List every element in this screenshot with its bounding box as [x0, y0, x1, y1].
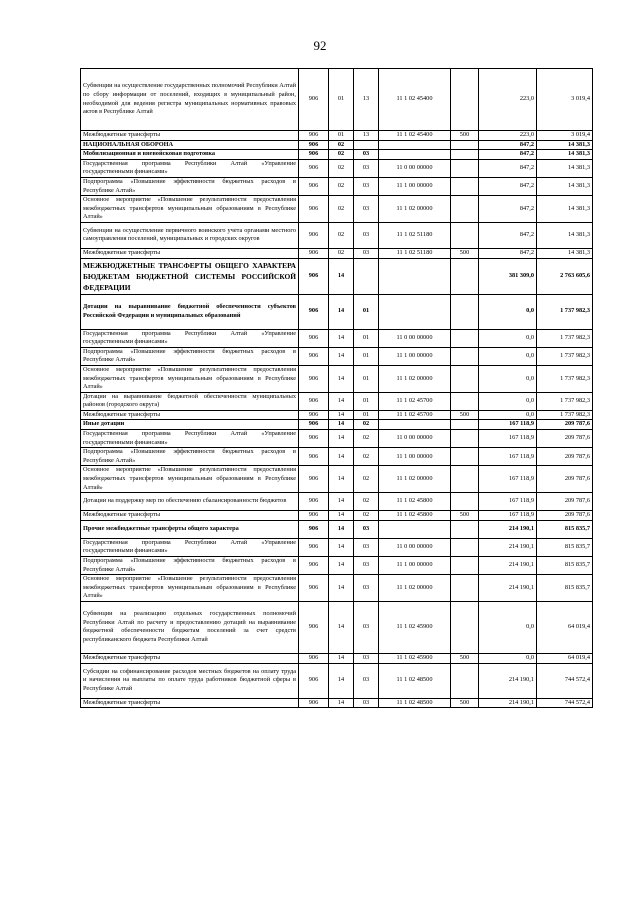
cell-ved: 906: [299, 258, 329, 294]
cell-rz: 14: [329, 365, 354, 392]
cell-sum-2: 815 835,7: [537, 557, 593, 575]
cell-sum-1: 847,2: [479, 177, 537, 195]
cell-sum-1: 223,0: [479, 69, 537, 131]
cell-vr: [451, 222, 479, 248]
cell-rz: 02: [329, 248, 354, 258]
cell-ved: 906: [299, 365, 329, 392]
cell-ved: 906: [299, 248, 329, 258]
cell-csr: 11 1 00 00000: [379, 177, 451, 195]
cell-sum-1: 0,0: [479, 392, 537, 410]
cell-csr: 11 1 02 51180: [379, 222, 451, 248]
cell-ved: 906: [299, 131, 329, 141]
table-row: [81, 131, 593, 141]
cell-ved: 906: [299, 653, 329, 663]
cell-sum-1: 847,2: [479, 196, 537, 223]
cell-sum-2: 209 787,6: [537, 511, 593, 521]
cell-rz: 14: [329, 466, 354, 493]
cell-rz: 14: [329, 493, 354, 511]
cell-rz: 02: [329, 222, 354, 248]
cell-rz: 01: [329, 69, 354, 131]
cell-pr: 03: [354, 520, 379, 538]
cell-rz: 14: [329, 448, 354, 466]
cell-rz: 14: [329, 520, 354, 538]
table-row: [81, 140, 593, 150]
cell-sum-2: 14 381,3: [537, 159, 593, 177]
cell-sum-1: 214 190,1: [479, 698, 537, 708]
cell-pr: 03: [354, 557, 379, 575]
cell-pr: 03: [354, 177, 379, 195]
cell-ved: 906: [299, 69, 329, 131]
cell-csr: 11 1 00 00000: [379, 347, 451, 365]
cell-sum-1: 0,0: [479, 294, 537, 329]
cell-ved: 906: [299, 663, 329, 698]
cell-csr: 11 1 02 00000: [379, 196, 451, 223]
cell-sum-1: 0,0: [479, 410, 537, 420]
cell-rz: 14: [329, 653, 354, 663]
table-row: [81, 150, 593, 160]
cell-name: Подпрограмма «Повышение эффективности бюджетных расходов в Республике Алтай»: [81, 347, 299, 365]
cell-sum-2: 209 787,6: [537, 448, 593, 466]
cell-vr: [451, 258, 479, 294]
cell-ved: 906: [299, 159, 329, 177]
cell-vr: 500: [451, 653, 479, 663]
cell-pr: 01: [354, 410, 379, 420]
cell-ved: 906: [299, 520, 329, 538]
cell-vr: [451, 365, 479, 392]
cell-name: Дотации на выравнивание бюджетной обеспеченности субъектов Российской Федерации и муниципальных образований: [81, 294, 299, 329]
table-row: [81, 294, 593, 329]
cell-csr: [379, 140, 451, 150]
table-row: [81, 520, 593, 538]
cell-rz: 14: [329, 663, 354, 698]
cell-name: Основное мероприятие «Повышение результативности предоставления межбюджетных трансфертов муниципальным образованиям в Республике Алтай»: [81, 365, 299, 392]
cell-name: МЕЖБЮДЖЕТНЫЕ ТРАНСФЕРТЫ ОБЩЕГО ХАРАКТЕРА БЮДЖЕТАМ БЮДЖЕТНОЙ СИСТЕМЫ РОССИЙСКОЙ ФЕДЕРАЦИИ: [81, 258, 299, 294]
cell-sum-1: 847,2: [479, 222, 537, 248]
cell-name: Межбюджетные трансферты: [81, 698, 299, 708]
cell-sum-2: 209 787,6: [537, 420, 593, 430]
table-row: [81, 392, 593, 410]
cell-pr: 03: [354, 222, 379, 248]
table-row: [81, 663, 593, 698]
cell-sum-2: 744 572,4: [537, 663, 593, 698]
cell-vr: [451, 150, 479, 160]
cell-pr: 01: [354, 329, 379, 347]
cell-sum-1: 847,2: [479, 159, 537, 177]
cell-csr: 11 0 00 00000: [379, 159, 451, 177]
cell-vr: 500: [451, 511, 479, 521]
cell-sum-2: 1 737 982,3: [537, 294, 593, 329]
cell-sum-1: 214 190,1: [479, 557, 537, 575]
cell-sum-1: 847,2: [479, 140, 537, 150]
cell-sum-2: 209 787,6: [537, 493, 593, 511]
cell-csr: 11 1 02 48500: [379, 663, 451, 698]
cell-sum-2: 1 737 982,3: [537, 410, 593, 420]
cell-vr: [451, 140, 479, 150]
cell-name: Государственная программа Республики Алтай «Управление государственными финансами»: [81, 538, 299, 556]
cell-name: Мобилизационная и вневойсковая подготовка: [81, 150, 299, 160]
cell-pr: 01: [354, 392, 379, 410]
cell-name: Субвенции на осуществление государственных полномочий Республики Алтай по сбору информации от поселений, входящих в муниципальный район, необходимой для ведения регистра муниципальных нормативных правовых актов в Республике Алтай: [81, 69, 299, 131]
cell-pr: 03: [354, 663, 379, 698]
cell-rz: 01: [329, 131, 354, 141]
cell-pr: 02: [354, 448, 379, 466]
cell-name: Государственная программа Республики Алтай «Управление государственными финансами»: [81, 329, 299, 347]
table-row: [81, 557, 593, 575]
cell-rz: 14: [329, 575, 354, 602]
cell-name: Подпрограмма «Повышение эффективности бюджетных расходов в Республике Алтай»: [81, 177, 299, 195]
cell-ved: 906: [299, 493, 329, 511]
cell-sum-1: 214 190,1: [479, 538, 537, 556]
cell-name: Межбюджетные трансферты: [81, 653, 299, 663]
cell-vr: [451, 557, 479, 575]
cell-pr: 02: [354, 511, 379, 521]
table-row: [81, 493, 593, 511]
cell-sum-2: 14 381,3: [537, 140, 593, 150]
cell-name: Подпрограмма «Повышение эффективности бюджетных расходов в Республике Алтай»: [81, 448, 299, 466]
cell-sum-1: 214 190,1: [479, 663, 537, 698]
cell-vr: [451, 493, 479, 511]
cell-sum-2: 815 835,7: [537, 575, 593, 602]
cell-rz: 14: [329, 557, 354, 575]
cell-ved: 906: [299, 347, 329, 365]
cell-csr: 11 1 02 45900: [379, 601, 451, 653]
cell-csr: 11 1 00 00000: [379, 557, 451, 575]
cell-name: Прочие межбюджетные трансферты общего характера: [81, 520, 299, 538]
cell-sum-1: 167 118,9: [479, 466, 537, 493]
cell-vr: [451, 448, 479, 466]
cell-csr: [379, 150, 451, 160]
cell-csr: 11 1 00 00000: [379, 448, 451, 466]
cell-name: Дотации на выравнивание бюджетной обеспеченности муниципальных районов (городского округа): [81, 392, 299, 410]
table-row: [81, 248, 593, 258]
cell-vr: 500: [451, 248, 479, 258]
cell-vr: [451, 159, 479, 177]
cell-name: Субсидии на софинансирование расходов местных бюджетов на оплату труда и начисления на выплаты по оплате труда работников бюджетной сферы в Республике Алтай: [81, 663, 299, 698]
cell-rz: 02: [329, 150, 354, 160]
cell-rz: 14: [329, 698, 354, 708]
cell-pr: [354, 140, 379, 150]
cell-csr: 11 1 02 00000: [379, 466, 451, 493]
cell-name: Государственная программа Республики Алтай «Управление государственными финансами»: [81, 430, 299, 448]
cell-csr: 11 1 02 00000: [379, 365, 451, 392]
cell-name: Межбюджетные трансферты: [81, 131, 299, 141]
cell-pr: 02: [354, 466, 379, 493]
cell-vr: 500: [451, 131, 479, 141]
cell-sum-2: 14 381,3: [537, 196, 593, 223]
cell-csr: 11 0 00 00000: [379, 430, 451, 448]
cell-sum-1: 167 118,9: [479, 511, 537, 521]
cell-sum-1: 223,0: [479, 131, 537, 141]
cell-csr: 11 1 02 45700: [379, 392, 451, 410]
table-row: [81, 177, 593, 195]
cell-sum-2: 1 737 982,3: [537, 365, 593, 392]
cell-pr: 03: [354, 150, 379, 160]
cell-ved: 906: [299, 410, 329, 420]
cell-sum-2: 64 019,4: [537, 601, 593, 653]
cell-rz: 14: [329, 258, 354, 294]
cell-csr: [379, 294, 451, 329]
cell-csr: 11 1 02 48500: [379, 698, 451, 708]
cell-vr: [451, 347, 479, 365]
cell-sum-1: 0,0: [479, 365, 537, 392]
cell-name: Иные дотации: [81, 420, 299, 430]
cell-sum-2: 1 737 982,3: [537, 329, 593, 347]
table-row: [81, 69, 593, 131]
cell-ved: 906: [299, 150, 329, 160]
cell-sum-2: 14 381,3: [537, 177, 593, 195]
cell-ved: 906: [299, 466, 329, 493]
cell-vr: [451, 177, 479, 195]
cell-sum-1: 167 118,9: [479, 420, 537, 430]
cell-rz: 14: [329, 430, 354, 448]
cell-pr: 01: [354, 347, 379, 365]
cell-name: Межбюджетные трансферты: [81, 410, 299, 420]
cell-csr: 11 1 02 00000: [379, 575, 451, 602]
cell-rz: 14: [329, 392, 354, 410]
cell-name: Основное мероприятие «Повышение результативности предоставления межбюджетных трансфертов муниципальным образованиям в Республике Алтай»: [81, 575, 299, 602]
cell-vr: [451, 329, 479, 347]
cell-name: Основное мероприятие «Повышение результативности предоставления межбюджетных трансфертов муниципальным образованиям в Республике Алтай»: [81, 466, 299, 493]
cell-pr: 02: [354, 420, 379, 430]
cell-ved: 906: [299, 448, 329, 466]
table-row: [81, 698, 593, 708]
cell-ved: 906: [299, 329, 329, 347]
table-row: [81, 347, 593, 365]
cell-ved: 906: [299, 140, 329, 150]
cell-pr: 03: [354, 538, 379, 556]
cell-sum-2: 2 763 605,6: [537, 258, 593, 294]
cell-sum-2: 64 019,4: [537, 653, 593, 663]
cell-name: Подпрограмма «Повышение эффективности бюджетных расходов в Республике Алтай»: [81, 557, 299, 575]
cell-ved: 906: [299, 575, 329, 602]
cell-sum-1: 847,2: [479, 150, 537, 160]
cell-vr: [451, 69, 479, 131]
cell-csr: 11 1 02 45800: [379, 493, 451, 511]
cell-pr: 03: [354, 159, 379, 177]
cell-ved: 906: [299, 698, 329, 708]
cell-pr: 03: [354, 248, 379, 258]
cell-name: Государственная программа Республики Алтай «Управление государственными финансами»: [81, 159, 299, 177]
cell-sum-2: 209 787,6: [537, 466, 593, 493]
cell-ved: 906: [299, 601, 329, 653]
table-row: [81, 466, 593, 493]
budget-table: [80, 68, 593, 708]
table-row: [81, 601, 593, 653]
cell-csr: [379, 420, 451, 430]
cell-rz: 14: [329, 511, 354, 521]
cell-name: Межбюджетные трансферты: [81, 511, 299, 521]
cell-pr: 13: [354, 131, 379, 141]
cell-csr: [379, 258, 451, 294]
cell-name: Межбюджетные трансферты: [81, 248, 299, 258]
cell-csr: 11 1 02 45400: [379, 131, 451, 141]
cell-csr: 11 1 02 45700: [379, 410, 451, 420]
cell-vr: [451, 196, 479, 223]
table-row: [81, 159, 593, 177]
table-row: [81, 196, 593, 223]
cell-csr: 11 0 00 00000: [379, 538, 451, 556]
cell-name: НАЦИОНАЛЬНАЯ ОБОРОНА: [81, 140, 299, 150]
cell-rz: 02: [329, 177, 354, 195]
cell-name: Дотации на поддержку мер по обеспечению сбалансированности бюджетов: [81, 493, 299, 511]
table-row: [81, 258, 593, 294]
cell-sum-2: 3 019,4: [537, 131, 593, 141]
cell-ved: 906: [299, 294, 329, 329]
cell-vr: 500: [451, 698, 479, 708]
cell-ved: 906: [299, 511, 329, 521]
cell-pr: 03: [354, 575, 379, 602]
cell-rz: 14: [329, 420, 354, 430]
cell-sum-1: 167 118,9: [479, 448, 537, 466]
cell-vr: [451, 575, 479, 602]
cell-sum-2: 209 787,6: [537, 430, 593, 448]
table-row: [81, 653, 593, 663]
table-row: [81, 365, 593, 392]
cell-sum-1: 0,0: [479, 329, 537, 347]
cell-vr: [451, 601, 479, 653]
cell-rz: 14: [329, 410, 354, 420]
cell-rz: 14: [329, 329, 354, 347]
cell-vr: [451, 430, 479, 448]
cell-rz: 14: [329, 294, 354, 329]
cell-rz: 14: [329, 347, 354, 365]
table-row: [81, 410, 593, 420]
table-row: [81, 511, 593, 521]
cell-pr: [354, 258, 379, 294]
cell-csr: 11 0 00 00000: [379, 329, 451, 347]
cell-csr: [379, 520, 451, 538]
cell-sum-1: 0,0: [479, 347, 537, 365]
table-row: [81, 420, 593, 430]
cell-rz: 02: [329, 196, 354, 223]
cell-sum-2: 815 835,7: [537, 520, 593, 538]
cell-rz: 02: [329, 140, 354, 150]
cell-name: Субвенции на осуществление первичного воинского учета органами местного самоуправления поселений, муниципальных и городских округов: [81, 222, 299, 248]
cell-pr: 03: [354, 698, 379, 708]
cell-vr: [451, 538, 479, 556]
cell-sum-2: 14 381,3: [537, 222, 593, 248]
cell-rz: 02: [329, 159, 354, 177]
table-row: [81, 448, 593, 466]
cell-rz: 14: [329, 538, 354, 556]
cell-sum-2: 14 381,3: [537, 150, 593, 160]
cell-sum-1: 0,0: [479, 653, 537, 663]
cell-vr: 500: [451, 410, 479, 420]
cell-sum-1: 214 190,1: [479, 575, 537, 602]
cell-pr: 03: [354, 196, 379, 223]
table-row: [81, 430, 593, 448]
page-number: 92: [313, 38, 327, 53]
cell-pr: 03: [354, 653, 379, 663]
cell-pr: 01: [354, 294, 379, 329]
cell-ved: 906: [299, 420, 329, 430]
cell-rz: 14: [329, 601, 354, 653]
cell-csr: 11 1 02 51180: [379, 248, 451, 258]
cell-vr: [451, 663, 479, 698]
cell-ved: 906: [299, 430, 329, 448]
cell-ved: 906: [299, 177, 329, 195]
cell-csr: 11 1 02 45400: [379, 69, 451, 131]
cell-vr: [451, 520, 479, 538]
cell-pr: 01: [354, 365, 379, 392]
cell-pr: 13: [354, 69, 379, 131]
cell-csr: 11 1 02 45800: [379, 511, 451, 521]
cell-vr: [451, 420, 479, 430]
cell-pr: 02: [354, 430, 379, 448]
cell-name: Основное мероприятие «Повышение результативности предоставления межбюджетных трансфертов муниципальным образованиям в Республике Алтай»: [81, 196, 299, 223]
cell-sum-1: 167 118,9: [479, 493, 537, 511]
cell-vr: [451, 466, 479, 493]
cell-ved: 906: [299, 222, 329, 248]
cell-sum-1: 381 309,0: [479, 258, 537, 294]
cell-sum-1: 214 190,1: [479, 520, 537, 538]
cell-ved: 906: [299, 392, 329, 410]
cell-sum-2: 1 737 982,3: [537, 347, 593, 365]
cell-sum-2: 1 737 982,3: [537, 392, 593, 410]
cell-pr: 03: [354, 601, 379, 653]
cell-vr: [451, 392, 479, 410]
cell-sum-2: 3 019,4: [537, 69, 593, 131]
cell-sum-1: 0,0: [479, 601, 537, 653]
cell-csr: 11 1 02 45900: [379, 653, 451, 663]
cell-ved: 906: [299, 538, 329, 556]
cell-sum-2: 744 572,4: [537, 698, 593, 708]
cell-ved: 906: [299, 557, 329, 575]
table-row: [81, 222, 593, 248]
cell-sum-1: 847,2: [479, 248, 537, 258]
table-row: [81, 329, 593, 347]
cell-vr: [451, 294, 479, 329]
cell-pr: 02: [354, 493, 379, 511]
cell-sum-1: 167 118,9: [479, 430, 537, 448]
table-row: [81, 538, 593, 556]
cell-sum-2: 14 381,3: [537, 248, 593, 258]
cell-sum-2: 815 835,7: [537, 538, 593, 556]
table-row: [81, 575, 593, 602]
cell-name: Субвенции на реализацию отдельных государственных полномочий Республики Алтай по расчету и предоставлению дотаций на выравнивание бюджетной обеспеченности бюджетам поселений за счет средств республиканского бюджета Республики Алтай: [81, 601, 299, 653]
cell-ved: 906: [299, 196, 329, 223]
